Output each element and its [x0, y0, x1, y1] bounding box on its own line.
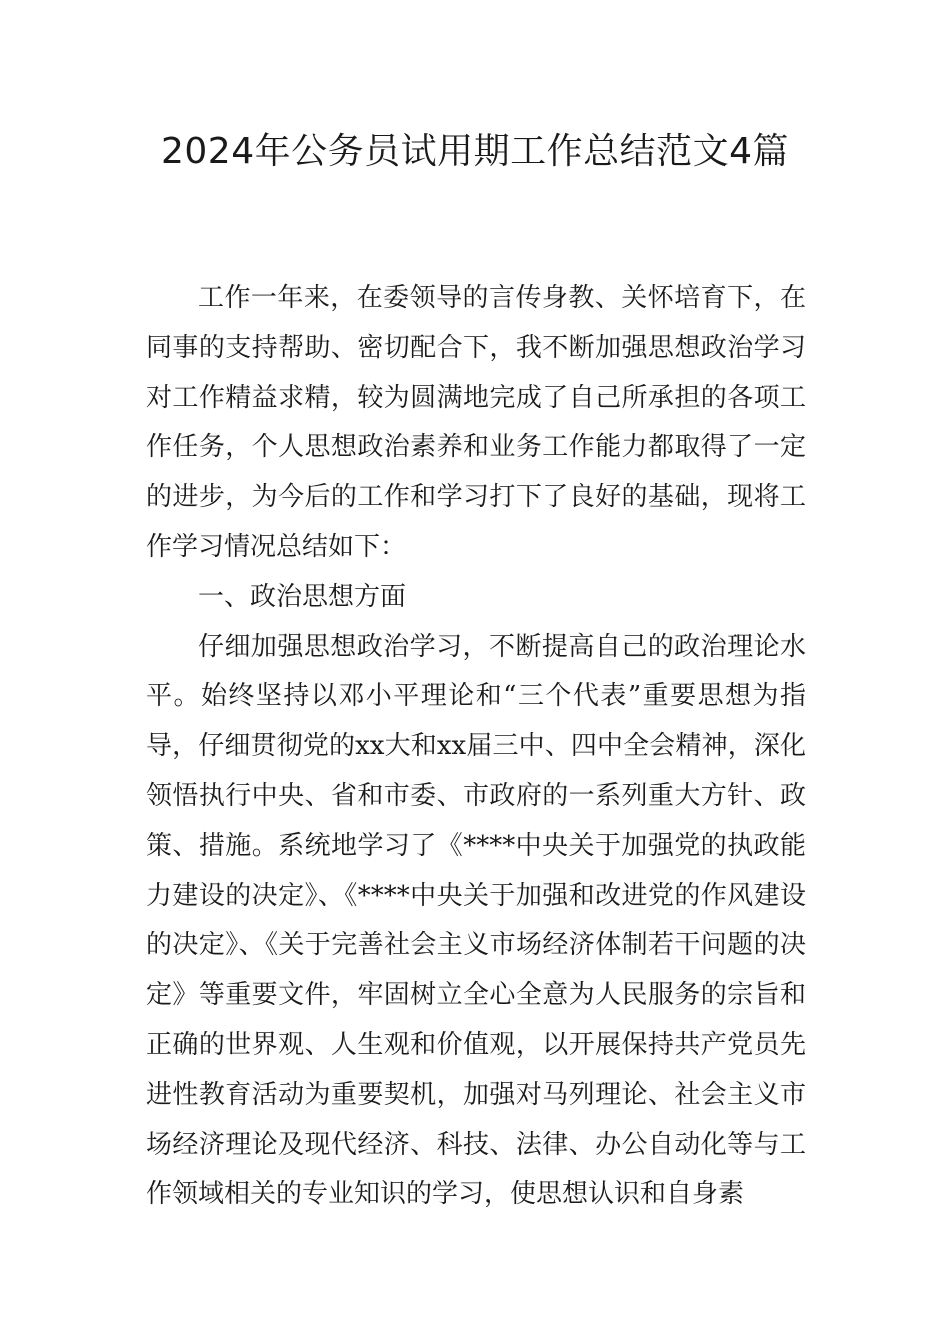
intro-paragraph: 工作一年来，在委领导的言传身教、关怀培育下，在同事的支持帮助、密切配合下，我不断加强思想政治学习对工作精益求精，较为圆满地完成了自己所承担的各项工作任务，个人思想政治素养和业务工作能力都取得了一定的进步，为今后的工作和学习打下了良好的基础，现将工作学习情况总结如下： [146, 283, 806, 562]
document-body [146, 274, 806, 1220]
document-title: 2024年公务员试用期工作总结范文4篇 [160, 131, 790, 172]
section-heading-political-thought: 一、政治思想方面 [198, 581, 407, 612]
section-paragraph-political-thought: 仔细加强思想政治学习，不断提高自己的政治理论水平。始终坚持以邓小平理论和“三个代表”重要思想为指导，仔细贯彻党的xx大和xx届三中、四中全会精神，深化领悟执行中央、省和市委、市政府的一系列重大方针、政策、措施。系统地学习了《****中央关于加强党的执政能力建设的决定》、《****中央关于加强和改进党的作风建设的决定》、《关于完善社会主义市场经济体制若干问题的决定》等重要文件，牢固树立全心全意为人民服务的宗旨和正确的世界观、人生观和价值观，以开展保持共产党员先进性教育活动为重要契机，加强对马列理论、社会主义市场经济理论及现代经济、科技、法律、办公自动化等与工作领域相关的专业知识的学习，使思想认识和自身素 [146, 631, 806, 1210]
